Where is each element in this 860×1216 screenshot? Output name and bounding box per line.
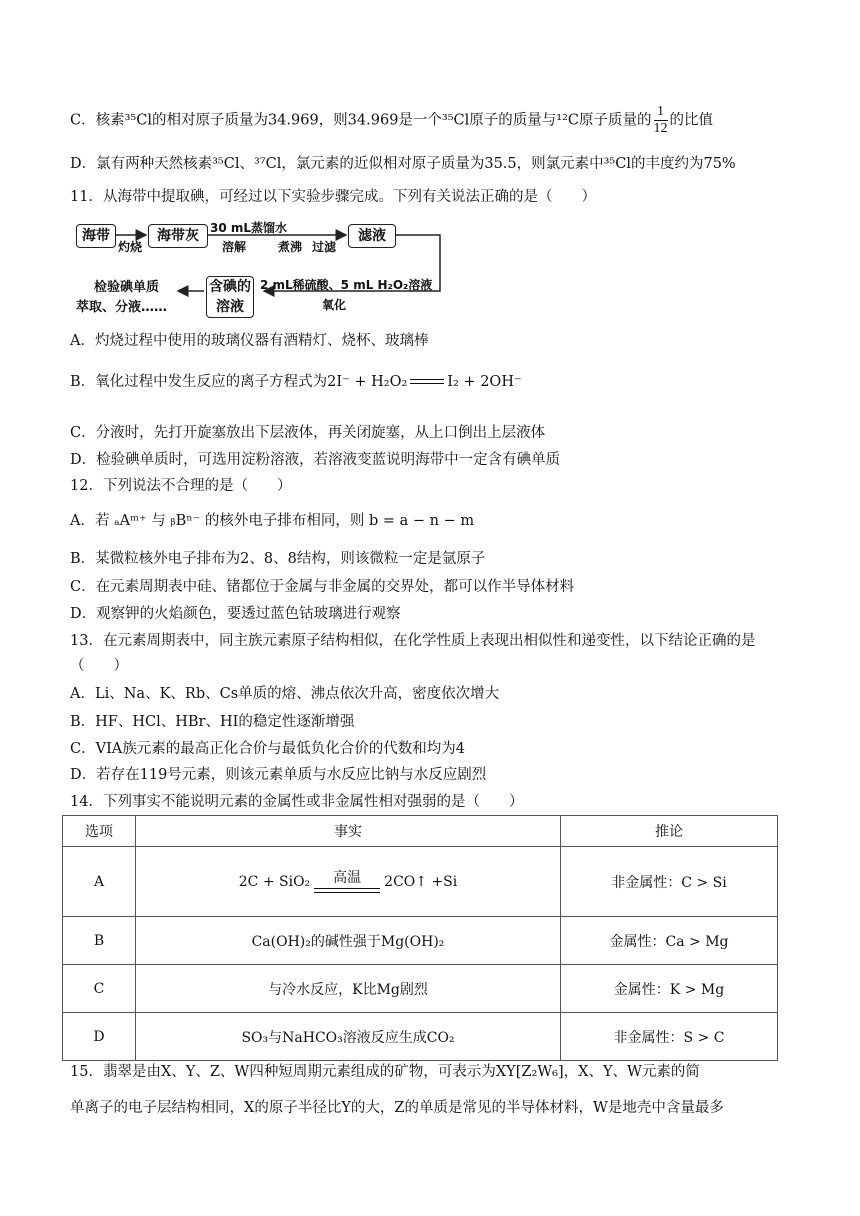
table-header: 选项 bbox=[63, 816, 136, 847]
table-cell-fact: SO₃与NaHCO₃溶液反应生成CO₂ bbox=[136, 1013, 561, 1061]
q12-option-b: B．某微粒核外电子排布为2、8、8结构，则该微粒一定是氩原子 bbox=[70, 551, 486, 567]
table-cell-option: C bbox=[63, 965, 136, 1013]
table-cell-fact: 与冷水反应，K比Mg剧烈 bbox=[136, 965, 561, 1013]
q12-stem: 12．下列说法不合理的是（ ） bbox=[70, 478, 292, 494]
q13-option-b: B．HF、HCl、HBr、HI的稳定性逐渐增强 bbox=[70, 714, 355, 730]
q11-option-a: A．灼烧过程中使用的玻璃仪器有酒精灯、烧杯、玻璃棒 bbox=[70, 333, 429, 349]
label-dissolve: 溶解 bbox=[222, 240, 247, 254]
table-cell-conclusion: 非金属性：C > Si bbox=[561, 847, 778, 917]
q13-stem-line2: （ ） bbox=[70, 658, 128, 674]
label-boil: 煮沸 bbox=[278, 240, 303, 254]
table-row bbox=[63, 965, 778, 1013]
table-cell-conclusion: 金属性：Ca > Mg bbox=[561, 917, 778, 965]
q10-option-c-tail: 的比值 bbox=[669, 112, 713, 129]
table-cell-option: D bbox=[63, 1013, 136, 1061]
table-row bbox=[63, 847, 778, 917]
flow-box-seaweed: 海带 bbox=[76, 224, 116, 248]
table-cell-option: A bbox=[63, 847, 136, 917]
q11-stem: 11．从海带中提取碘，可经过以下实验步骤完成。下列有关说法正确的是（ ） bbox=[70, 189, 596, 205]
q10-option-c bbox=[70, 104, 713, 137]
table-row bbox=[63, 917, 778, 965]
q10-option-c-text: C．核素³⁵Cl的相对原子质量为34.969，则34.969是一个³⁵Cl原子的质量与¹²C原子质量的 bbox=[70, 112, 652, 129]
q13-option-c: C．VIA族元素的最高正化合价与最低负化合价的代数和均为4 bbox=[70, 741, 465, 757]
label-oxidize: 氧化 bbox=[322, 298, 347, 312]
label-test-iodine: 检验碘单质 bbox=[94, 280, 160, 295]
flow-box-filtrate: 滤液 bbox=[348, 224, 396, 248]
q11-option-b bbox=[70, 372, 522, 392]
q12-option-c: C．在元素周期表中硅、锗都位于金属与非金属的交界处，都可以作半导体材料 bbox=[70, 579, 575, 595]
equals-sign bbox=[410, 378, 444, 386]
fraction-denominator: 12 bbox=[653, 121, 668, 136]
table-header: 推论 bbox=[561, 816, 778, 847]
flow-box-ash: 海带灰 bbox=[148, 224, 208, 248]
q11-option-b-left: B．氧化过程中发生反应的离子方程式为2I⁻ + H₂O₂ bbox=[70, 374, 408, 390]
q13-option-d: D．若存在119号元素，则该元素单质与水反应比钠与水反应剧烈 bbox=[70, 767, 487, 783]
table-header-row bbox=[63, 816, 778, 847]
table-row bbox=[63, 1013, 778, 1061]
q11-option-d: D．检验碘单质时，可选用淀粉溶液，若溶液变蓝说明海带中一定含有碘单质 bbox=[70, 452, 561, 468]
label-reagent: 2 mL稀硫酸、5 mL H₂O₂溶液 bbox=[260, 278, 433, 292]
q12-option-d: D．观察钾的火焰颜色，要透过蓝色钴玻璃进行观察 bbox=[70, 606, 401, 622]
q14-table bbox=[62, 815, 778, 1061]
table-cell-fact: Ca(OH)₂的碱性强于Mg(OH)₂ bbox=[136, 917, 561, 965]
reaction-condition-text: 高温 bbox=[333, 869, 362, 886]
q13-stem-line1: 13．在元素周期表中，同主族元素原子结构相似，在化学性质上表现出相似性和递变性，以下结论正确的是 bbox=[70, 633, 756, 649]
q15-stem-line1: 15．翡翠是由X、Y、Z、W四种短周期元素组成的矿物，可表示为XY[Z₂W₆]，X、Y、W元素的简 bbox=[70, 1064, 700, 1080]
reaction-condition bbox=[314, 867, 380, 897]
q14-stem: 14．下列事实不能说明元素的金属性或非金属性相对强弱的是（ ） bbox=[70, 794, 524, 810]
q10-option-d: D．氯有两种天然核素³⁵Cl、³⁷Cl，氯元素的近似相对原子质量为35.5，则氯元素中³⁵Cl的丰度约为75% bbox=[70, 156, 736, 172]
fraction bbox=[654, 104, 668, 137]
label-extract: 萃取、分液…… bbox=[76, 300, 168, 315]
equation-left: 2C + SiO₂ bbox=[238, 873, 311, 890]
q11-option-b-right: I₂ + 2OH⁻ bbox=[447, 374, 522, 390]
q12-option-a: A．若 ₐAᵐ⁺ 与 ᵦBⁿ⁻ 的核外电子排布相同，则 b = a − n − m bbox=[70, 513, 475, 529]
table-cell-conclusion: 金属性：K > Mg bbox=[561, 965, 778, 1013]
table-cell-option: B bbox=[63, 917, 136, 965]
table-header: 事实 bbox=[136, 816, 561, 847]
label-burn: 灼烧 bbox=[118, 240, 143, 254]
extraction-flowchart bbox=[74, 214, 446, 326]
table-cell-conclusion: 非金属性：S > C bbox=[561, 1013, 778, 1061]
q13-option-a: A．Li、Na、K、Rb、Cs单质的熔、沸点依次升高，密度依次增大 bbox=[70, 686, 500, 702]
label-filter: 过滤 bbox=[312, 240, 337, 254]
q11-option-c: C．分液时，先打开旋塞放出下层液体，再关闭旋塞，从上口倒出上层液体 bbox=[70, 425, 546, 441]
table-cell-fact bbox=[136, 847, 561, 917]
label-water: 30 mL蒸馏水 bbox=[210, 221, 288, 235]
flow-box-iodine-solution: 含碘的溶液 bbox=[206, 276, 254, 318]
equation-right: 2CO↑ +Si bbox=[384, 873, 458, 890]
q15-stem-line2: 单离子的电子层结构相同，X的原子半径比Y的大，Z的单质是常见的半导体材料，W是地壳中含量最多 bbox=[70, 1100, 724, 1116]
fraction-numerator: 1 bbox=[654, 104, 668, 121]
